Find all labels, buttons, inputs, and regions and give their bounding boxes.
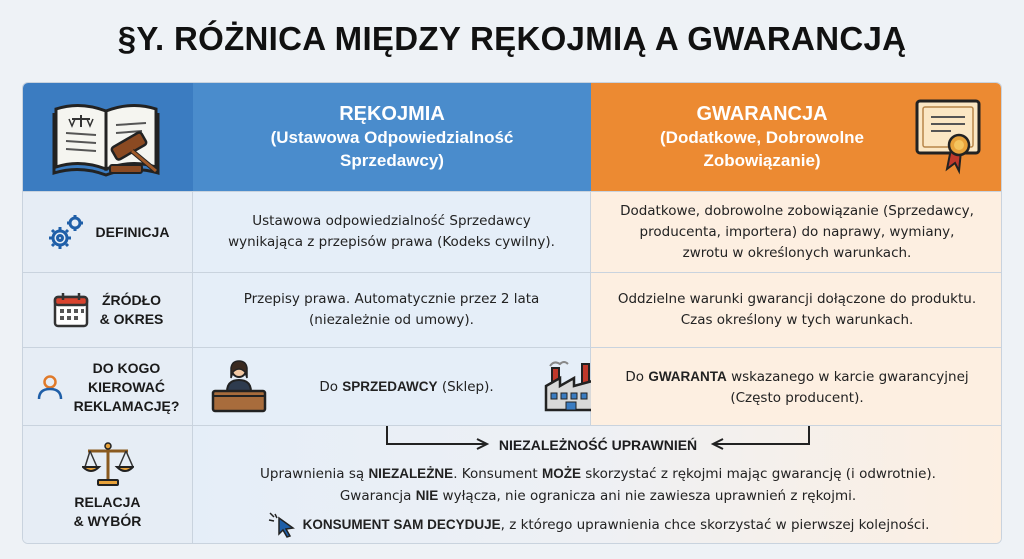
do-kogo-rek-text: Do SPRZEDAWCY (Sklep). (319, 379, 494, 395)
definicja-rekojmia (193, 192, 591, 272)
gears-icon (46, 212, 86, 252)
definicja-rek-line-2: wynikająca z przepisów prawa (Kodeks cywilny). (228, 234, 555, 250)
label-definicja (23, 192, 193, 272)
gwaranta-bold: GWARANTA (648, 368, 727, 384)
scales-icon (82, 441, 134, 487)
person-icon (36, 373, 64, 401)
calendar-icon (52, 291, 90, 329)
sprzedawcy-bold: SPRZEDAWCY (342, 379, 438, 394)
law-book-gavel-icon (50, 95, 166, 179)
definicja-label: DEFINICJA (95, 223, 170, 240)
zrodlo-rekojmia (193, 273, 591, 347)
comparison-table (22, 82, 1002, 544)
konsument-decyduje-bold: KONSUMENT SAM DECYDUJE (302, 517, 501, 532)
do-kogo-label-3: REKLAMACJĘ? (73, 397, 180, 414)
relacja-line-3: KONSUMENT SAM DECYDUJE, z którego uprawnienia chce skorzystać w pierwszej kolejności. (193, 512, 1002, 538)
relacja-label-2: & WYBÓR (73, 512, 142, 529)
zrodlo-gwarancja (591, 273, 1002, 347)
factory-icon (544, 358, 598, 412)
page-title: §Y. RÓŻNICA MIĘDZY RĘKOJMIĄ A GWARANCJĄ (117, 20, 907, 57)
do-kogo-gwarancja (591, 348, 1002, 426)
gwarancja-subtitle-2: Zobowiązanie) (703, 150, 821, 170)
label-relacja (23, 426, 193, 544)
zrodlo-label-2: & OKRES (99, 311, 164, 327)
zrodlo-rek-line-2: (niezależnie od umowy). (309, 312, 474, 328)
cursor-click-icon (267, 512, 297, 538)
do-kogo-rekojmia (193, 348, 591, 426)
zrodlo-gw-line-1: Oddzielne warunki gwarancji dołączone do produktu. (617, 291, 977, 307)
header-rekojmia (193, 83, 591, 191)
header-icon-cell (23, 83, 193, 191)
relacja-line-1: Uprawnienia są NIEZALEŻNE. Konsument MOŻE skorzystać z rękojmi mając gwarancję (i odwrotnie). (260, 466, 936, 482)
rekojmia-title: RĘKOJMIA (339, 102, 445, 125)
gwarancja-subtitle-1: (Dodatkowe, Dobrowolne (660, 127, 864, 147)
definicja-gwarancja (591, 192, 1002, 272)
do-kogo-gw-line-2: (Często producent). (730, 389, 864, 406)
zrodlo-label-1: ŹRÓDŁO (101, 292, 162, 308)
do-kogo-label-1: DO KOGO (92, 359, 161, 376)
label-zrodlo (23, 273, 193, 347)
relacja-label-1: RELACJA (74, 493, 141, 510)
definicja-gw-line-1: Dodatkowe, dobrowolne zobowiązanie (Sprzedawcy, (620, 202, 974, 219)
relacja-content (193, 426, 1002, 544)
clerk-desk-icon (211, 358, 267, 414)
definicja-gw-line-2: producenta, importera) do naprawy, wymiany, (639, 223, 955, 240)
relacja-heading (193, 434, 1002, 456)
niezaleznosc-title: NIEZALEŻNOŚĆ UPRAWNIEŃ (498, 437, 698, 453)
header-gwarancja (591, 83, 1002, 191)
label-do-kogo (23, 348, 193, 426)
do-kogo-gw-line-1: Do GWARANTA wskazanego w karcie gwarancyjnej (625, 368, 969, 385)
rekojmia-subtitle-2: Sprzedawcy) (340, 150, 444, 170)
relacja-line-2: Gwarancja NIE wyłącza, nie ogranicza ani nie zawiesza uprawnień z rękojmi. (339, 488, 857, 504)
definicja-rek-line-1: Ustawowa odpowiedzialność Sprzedawcy (252, 213, 531, 229)
do-kogo-label-2: KIEROWAĆ (88, 378, 165, 395)
rekojmia-subtitle-1: (Ustawowa Odpowiedzialność (270, 127, 514, 147)
zrodlo-gw-line-2: Czas określony w tych warunkach. (680, 312, 914, 328)
certificate-icon (913, 97, 983, 175)
gwarancja-title: GWARANCJA (696, 102, 828, 125)
definicja-gw-line-3: zwrotu w określonych warunkach. (682, 244, 912, 261)
zrodlo-rek-line-1: Przepisy prawa. Automatycznie przez 2 lata (243, 291, 540, 307)
